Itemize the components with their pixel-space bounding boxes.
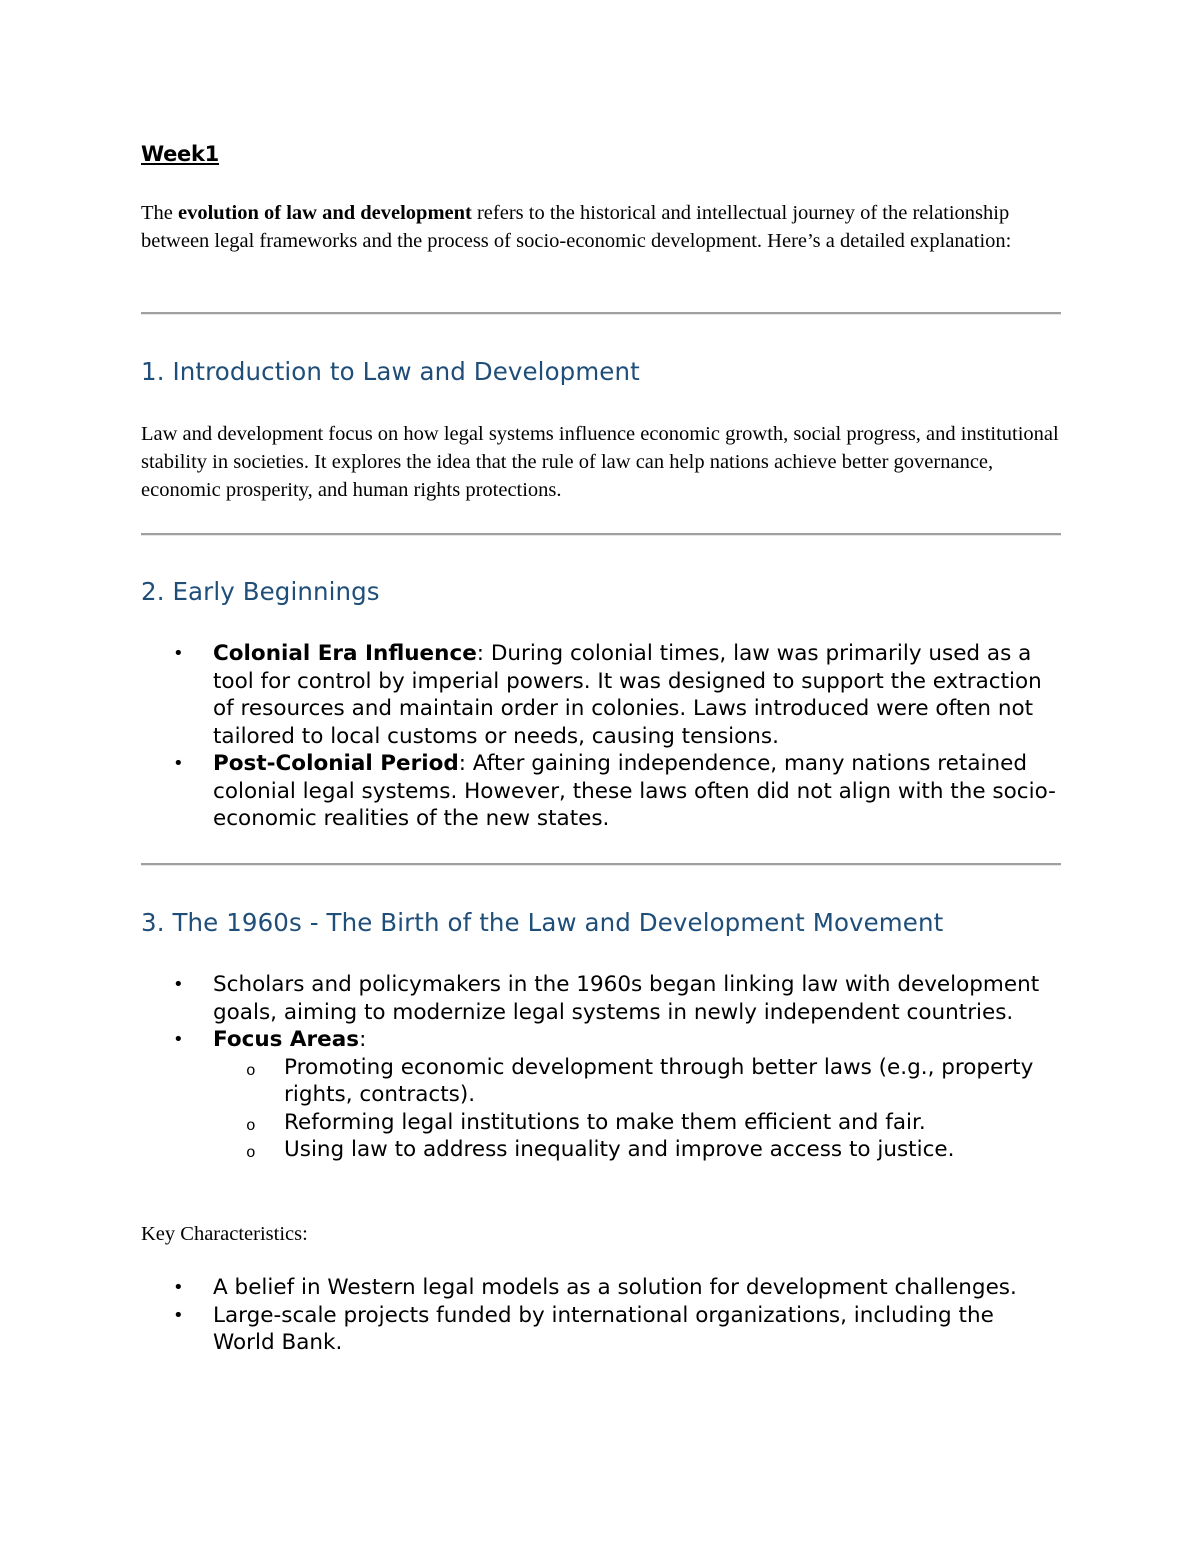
list-item-bold: Colonial Era Influence xyxy=(213,641,477,666)
list-item xyxy=(141,750,1061,833)
section-3-list xyxy=(141,971,1061,1164)
list-item-text: A belief in Western legal models as a solution for development challenges. xyxy=(213,1275,1017,1300)
bullet-icon: • xyxy=(173,753,184,774)
section-1-heading: 1. Introduction to Law and Development xyxy=(141,357,640,386)
divider-2 xyxy=(141,533,1061,536)
key-characteristics-list xyxy=(141,1274,1061,1357)
circle-bullet-icon: o xyxy=(246,1061,256,1080)
intro-prefix: The xyxy=(141,202,178,224)
section-1-body: Law and development focus on how legal systems influence economic growth, social progress, and institutional stability in societies. It explores the idea that the rule of law can help nations achieve better governance, economic prosperity, and human rights protections. xyxy=(141,423,1059,501)
section-3-heading: 3. The 1960s - The Birth of the Law and Development Movement xyxy=(141,908,944,937)
focus-areas-label: Focus Areas xyxy=(213,1027,360,1052)
list-item-bold: Post-Colonial Period xyxy=(213,751,459,776)
circle-bullet-icon: o xyxy=(246,1144,256,1162)
list-item xyxy=(141,1026,1061,1164)
intro-suffix: refers to the historical and intellectual journey of the relationship between legal frameworks and the process of socio-economic development. Here’s a detailed explanation: xyxy=(141,202,1012,252)
sub-list-item-text: Using law to address inequality and improve access to justice. xyxy=(284,1137,955,1162)
circle-bullet-icon: o xyxy=(246,1116,256,1135)
sub-list-item xyxy=(213,1109,1061,1137)
list-item xyxy=(141,1302,1061,1357)
intro-paragraph xyxy=(141,199,1061,255)
sub-list-item-text: Promoting economic development through better laws (e.g., property rights, contracts). xyxy=(284,1054,1034,1107)
list-item xyxy=(141,971,1061,1026)
focus-areas-sublist xyxy=(213,1054,1061,1164)
sub-list-item xyxy=(213,1054,1061,1109)
bullet-icon: • xyxy=(173,643,184,664)
bullet-icon: • xyxy=(173,1304,184,1326)
sub-list-item xyxy=(213,1136,1061,1164)
section-2-heading: 2. Early Beginnings xyxy=(141,577,380,606)
key-characteristics-colon: : xyxy=(302,1223,308,1245)
list-item-text: Scholars and policymakers in the 1960s began linking law with development goals, aiming to modernize legal systems in newly independent countries. xyxy=(213,972,1040,1025)
list-item-text: : After gaining independence, many nations retained colonial legal systems. However, these laws often did not align with the socio-economic realities of the new states. xyxy=(213,751,1056,831)
list-item xyxy=(141,1274,1061,1302)
list-item xyxy=(141,640,1061,750)
week-title: Week1 xyxy=(141,142,219,166)
divider-1 xyxy=(141,312,1061,315)
key-characteristics-text: Key Characteristics xyxy=(141,1223,303,1245)
key-characteristics-label xyxy=(141,1220,1061,1248)
focus-areas-colon: : xyxy=(359,1027,367,1052)
bullet-icon: • xyxy=(173,974,184,995)
list-item-text: : During colonial times, law was primarily used as a tool for control by imperial powers. It was designed to support the extraction of resources and maintain order in colonies. Laws introduced were often not tailored to local customs or needs, causing tensions. xyxy=(213,641,1042,749)
intro-bold-term: evolution of law and development xyxy=(178,202,472,224)
section-2-list xyxy=(141,640,1061,833)
bullet-icon: • xyxy=(173,1277,184,1298)
bullet-icon: • xyxy=(173,1029,184,1050)
sub-list-item-text: Reforming legal institutions to make them efficient and fair. xyxy=(284,1109,926,1135)
divider-3 xyxy=(141,863,1061,866)
list-item-text: Large-scale projects funded by international organizations, including the World Bank. xyxy=(213,1302,994,1355)
